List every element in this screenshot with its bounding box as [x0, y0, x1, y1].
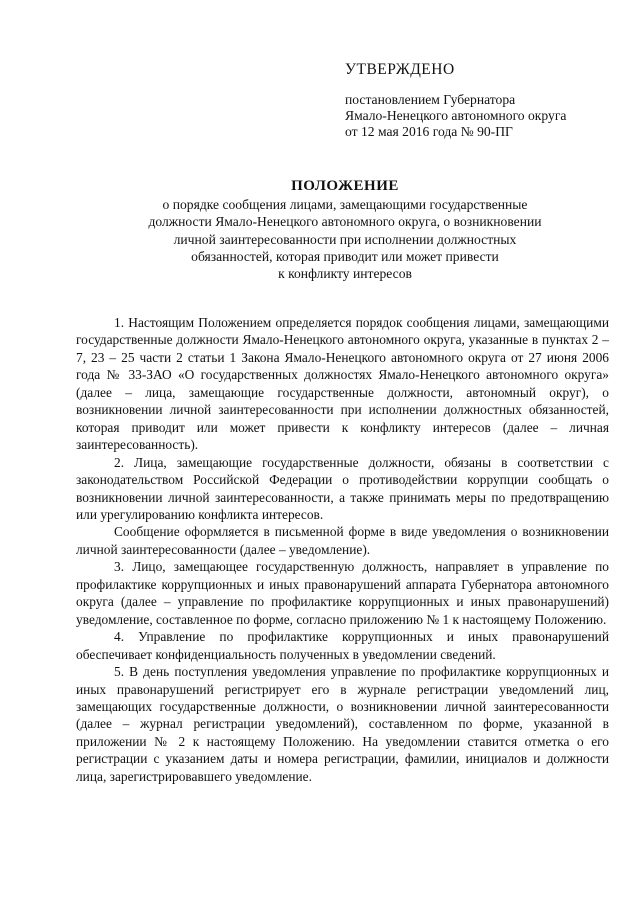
subtitle-line: должности Ямало-Ненецкого автономного округа, о возникновении [148, 214, 542, 230]
subtitle-line: обязанностей, которая приводит или может привести [191, 248, 499, 264]
subtitle-line: о порядке сообщения лицами, замещающими государственные [162, 197, 528, 213]
subtitle-line: личной заинтересованности при исполнении должностных [173, 231, 517, 247]
paragraph-2-note: Сообщение оформляется в письменной форме в виде уведомления о возникновении личной заинтересованности (далее – уведомление). [76, 524, 609, 557]
paragraph-5: 5. В день поступления уведомления управление по профилактике коррупционных и иных правонарушений регистрирует его в журнале регистрации уведомлений лиц, замещающих государственные должности, о возникновении личной заинтересованности (далее – журнал регистрации уведомлений), составленном по форме, указанной в приложении № 2 к настоящему Положению. На уведомлении ставится отметка о его регистрации с указанием даты и номера регистрации, фамилии, инициалов и должности лица, зарегистрировавшего уведомление. [76, 664, 609, 784]
document-title-block [120, 178, 570, 282]
approval-line: постановлением Губернатора [345, 92, 516, 107]
paragraph-1: 1. Настоящим Положением определяется порядок сообщения лицами, замещающими государственные должности Ямало-Ненецкого автономного округа, указанные в пунктах 2 – 7, 23 – 25 части 2 статьи 1 Закона Ямало-Ненецкого автономного округа от 27 июня 2006 года № 33-ЗАО «О государственных должностях Ямало-Ненецкого автономного округа» (далее – лица, замещающие государственные должности, автономный округ), о возникновении личной заинтересованности при исполнении должностных обязанностей, которая приводит или может привести к конфликту интересов (далее – личная заинтересованность). [76, 315, 609, 453]
subtitle-line: к конфликту интересов [278, 266, 412, 282]
paragraph-3: 3. Лицо, замещающее государственную должность, направляет в управление по профилактике коррупционных и иных правонарушений аппарата Губернатора автономного округа (далее – управление по профилактике коррупционных и иных правонарушений) уведомление, составленное по форме, согласно приложению № 1 к настоящему Положению. [76, 559, 609, 627]
approval-stamp [345, 62, 615, 140]
paragraph-2: 2. Лица, замещающие государственные должности, обязаны в соответствии с законодательством Российской Федерации о противодействии коррупции сообщать о возникновении личной заинтересованности, а также принимать меры по предотвращению или урегулированию конфликта интересов. [76, 454, 609, 522]
document-title: ПОЛОЖЕНИЕ [291, 178, 399, 194]
approval-heading: УТВЕРЖДЕНО [345, 61, 455, 78]
document-body [76, 314, 609, 785]
approval-line: Ямало-Ненецкого автономного округа [345, 108, 567, 123]
approval-line: от 12 мая 2016 года № 90-ПГ [345, 124, 513, 139]
paragraph-4: 4. Управление по профилактике коррупционных и иных правонарушений обеспечивает конфиденциальность полученных в уведомлении сведений. [76, 629, 609, 662]
